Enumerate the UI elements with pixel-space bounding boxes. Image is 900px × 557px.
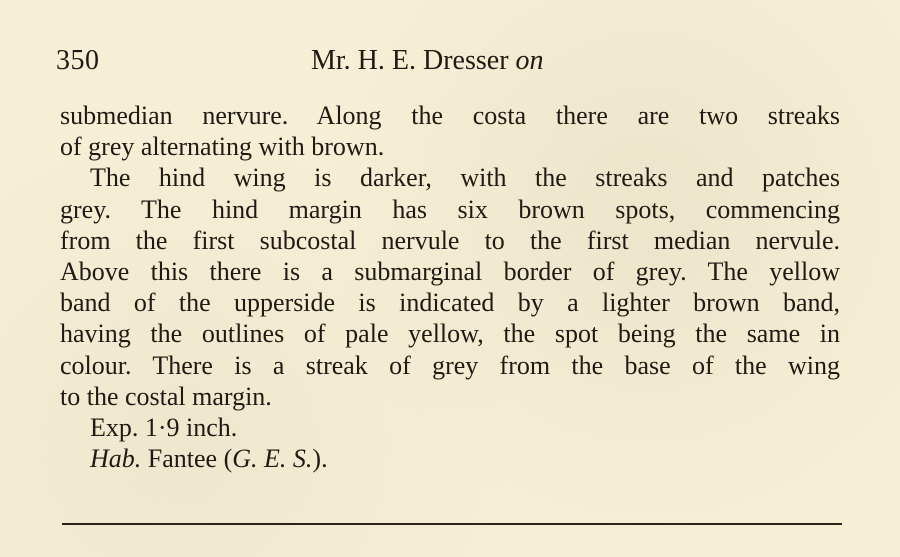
title-connector: on: [515, 45, 544, 76]
text-line: band of the upperside is indicated by a lighter brown band,: [60, 288, 840, 318]
running-title: [311, 45, 544, 77]
text-line: The hind wing is darker, with the streaks and patches: [90, 163, 840, 193]
text-line: grey. The hind margin has six brown spots, commencing: [60, 194, 840, 224]
page-number: 350: [56, 45, 100, 76]
page-header: [56, 45, 844, 85]
habitat-line: [60, 443, 840, 474]
section-rule: [62, 523, 842, 525]
text-line: from the first subcostal nervule to the first median nervule.: [60, 225, 840, 255]
habitat-close: ).: [312, 444, 328, 474]
expanse-line: Exp. 1·9 inch.: [90, 413, 238, 443]
text-line: submedian nervure. Along the costa there are two streaks: [60, 101, 840, 130]
text-line: to the costal margin.: [60, 381, 272, 411]
habitat-text: Fantee (: [147, 444, 233, 474]
text-line: having the outlines of pale yellow, the spot being the same in: [60, 319, 840, 349]
text-line: of grey alternating with brown.: [60, 132, 385, 162]
body-text: [60, 100, 840, 474]
collector-initials: G. E. S.: [232, 444, 313, 474]
habitat-label: Hab.: [90, 444, 142, 474]
text-line: Above this there is a submarginal border of grey. The yellow: [60, 257, 840, 287]
text-line: colour. There is a streak of grey from the base of the wing: [60, 350, 840, 380]
author-name: Mr. H. E. Dresser: [311, 45, 509, 76]
